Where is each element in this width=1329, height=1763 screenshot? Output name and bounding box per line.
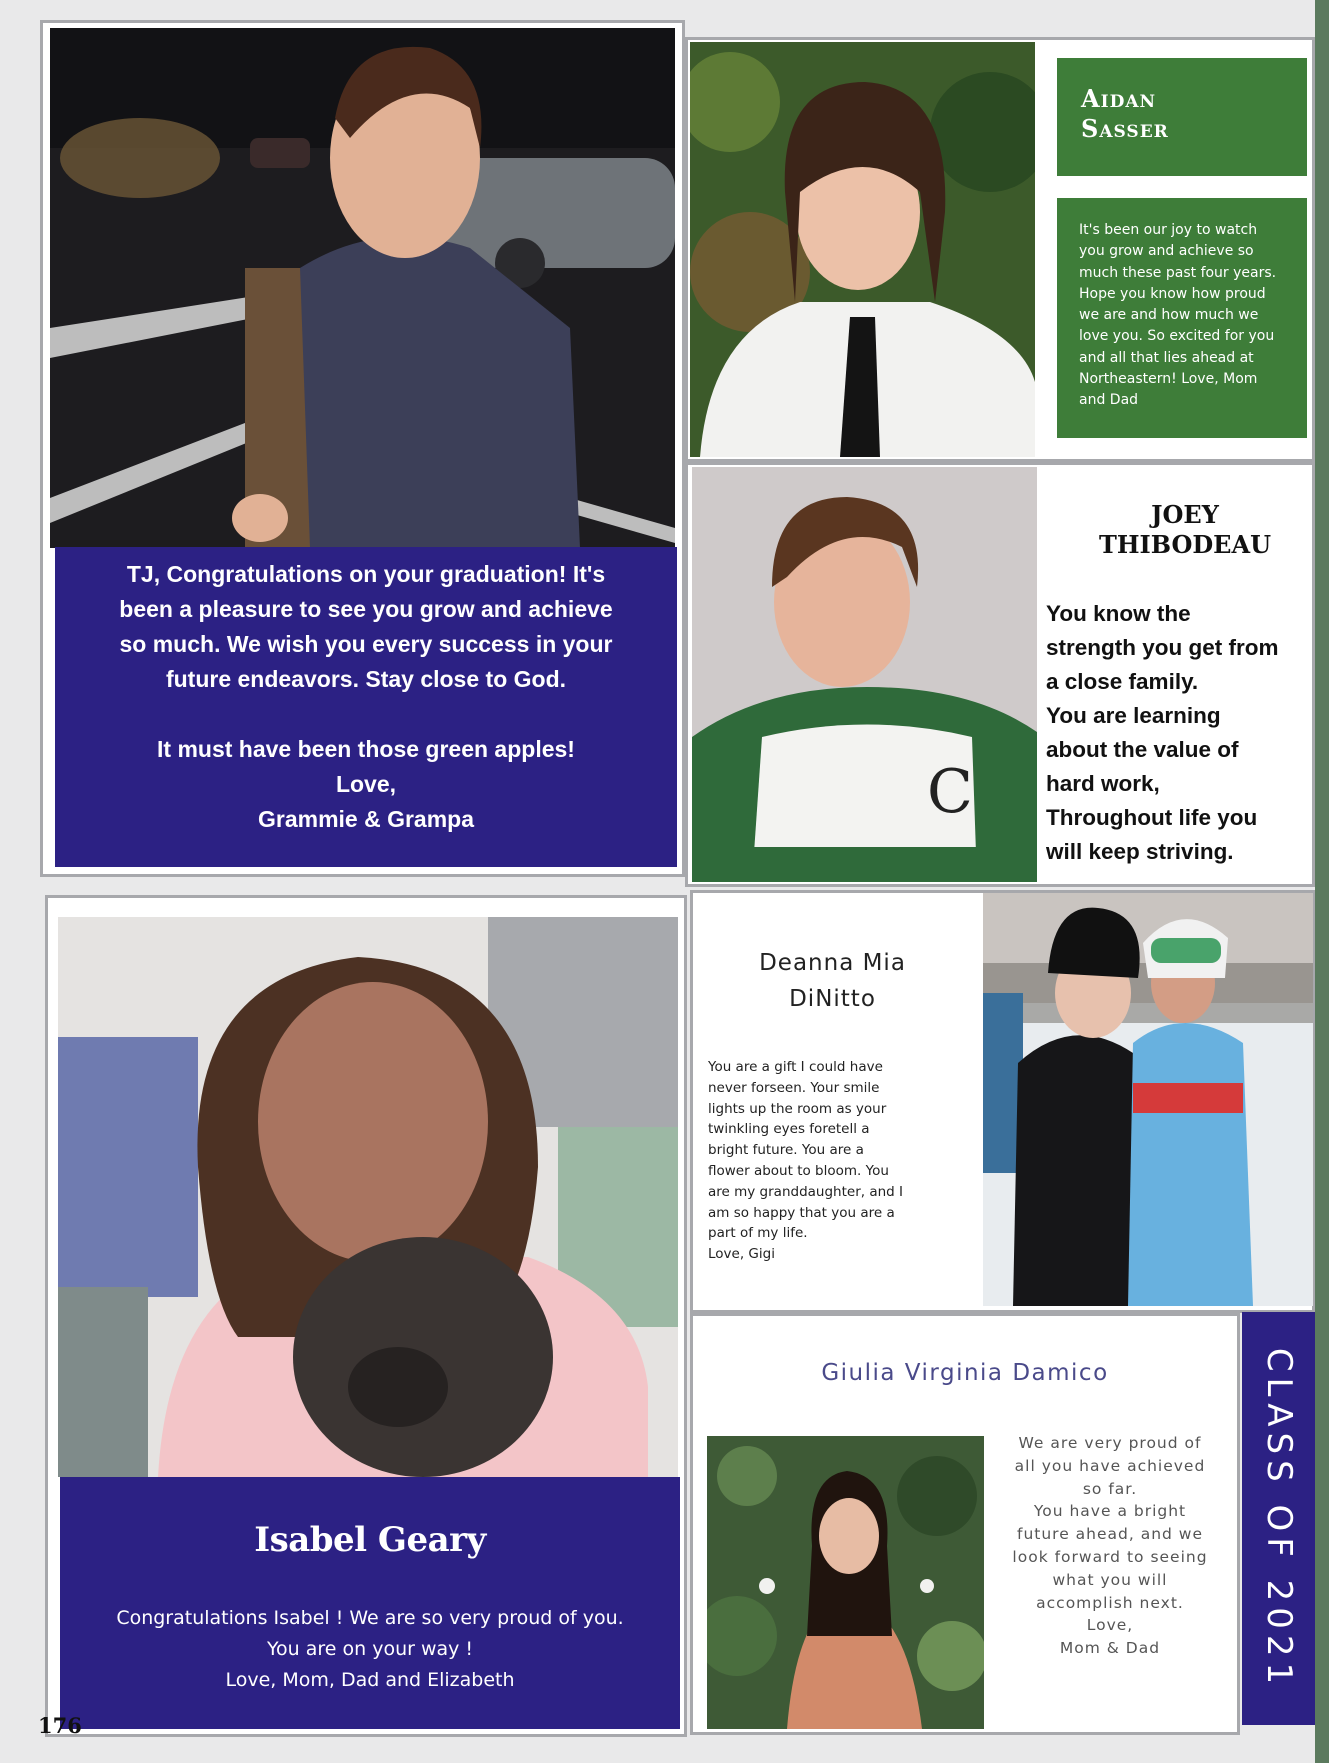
joey-name-line: JOEY xyxy=(1151,500,1219,529)
joey-name xyxy=(1045,500,1325,560)
isabel-message-line: Congratulations Isabel ! We are so very proud of you. xyxy=(116,1607,624,1629)
joey-message-line: hard work, xyxy=(1046,771,1160,796)
joey-message-line: a close family. xyxy=(1046,669,1199,694)
aidan-message-line: we are and how much we xyxy=(1079,307,1259,324)
deanna-message-line: Love, Gigi xyxy=(708,1246,775,1263)
isabel-message-line: Love, Mom, Dad and Elizabeth xyxy=(225,1669,515,1691)
giulia-photo xyxy=(707,1436,984,1729)
deanna-photo xyxy=(983,893,1313,1306)
isabel-message-panel xyxy=(60,1477,680,1729)
joey-message-line: You are learning xyxy=(1046,703,1221,728)
page-number: 176 xyxy=(38,1713,82,1738)
tj-photo xyxy=(50,28,675,548)
deanna-message xyxy=(708,1057,978,1265)
giulia-message-line: what you will xyxy=(1052,1570,1168,1589)
giulia-message-line: future ahead, and we xyxy=(1016,1525,1204,1544)
aidan-message-line: Hope you know how proud xyxy=(1079,285,1266,302)
aidan-name-panel xyxy=(1057,58,1307,176)
aidan-message-panel xyxy=(1057,198,1307,438)
giulia-message-line: We are very proud of xyxy=(1018,1434,1202,1452)
giulia-message xyxy=(990,1432,1230,1660)
aidan-message-line: much these past four years. xyxy=(1079,264,1277,281)
isabel-photo xyxy=(58,917,678,1477)
tj-message-line: TJ, Congratulations on your graduation! It's xyxy=(126,561,606,587)
tj-message-line: been a pleasure to see you grow and achieve xyxy=(119,596,613,622)
giulia-message-line: all you have achieved xyxy=(1014,1456,1206,1475)
class-banner-text: CLASS OF 2021 xyxy=(1258,1347,1299,1690)
giulia-message-line: You have a bright xyxy=(1033,1502,1187,1521)
aidan-message-line: Northeastern! Love, Mom xyxy=(1079,371,1258,388)
aidan-photo xyxy=(690,42,1035,457)
tj-message-line: future endeavors. Stay close to God. xyxy=(165,666,567,692)
deanna-message-line: flower about to bloom. You xyxy=(708,1162,889,1179)
deanna-name-line: DiNitto xyxy=(789,986,876,1012)
deanna-name xyxy=(700,945,965,1017)
joey-name-line: THIBODEAU xyxy=(1098,530,1272,559)
deanna-message-line: am so happy that you are a xyxy=(708,1204,895,1221)
tj-message-line: so much. We wish you every success in your xyxy=(119,631,613,657)
aidan-message-line: It's been our joy to watch xyxy=(1079,222,1258,238)
giulia-name: Giulia Virginia Damico xyxy=(821,1360,1109,1386)
deanna-message-line: twinkling eyes foretell a xyxy=(708,1121,870,1138)
giulia-message-line: so far. xyxy=(1082,1479,1138,1498)
isabel-name: Isabel Geary xyxy=(254,1520,486,1560)
deanna-message-line: part of my life. xyxy=(708,1225,808,1242)
tj-closing-line: Love, xyxy=(335,771,397,797)
giulia-message-line: Love, xyxy=(1086,1616,1134,1635)
deanna-message-line: are my granddaughter, and I xyxy=(708,1183,903,1200)
deanna-message-line: You are a gift I could have xyxy=(708,1059,883,1075)
isabel-message-line: You are on your way ! xyxy=(266,1638,474,1660)
tj-closing-line: Grammie & Grampa xyxy=(257,806,475,832)
aidan-message-line: and all that lies ahead at xyxy=(1079,349,1254,366)
deanna-name-line: Deanna Mia xyxy=(759,950,906,976)
joey-message-line: about the value of xyxy=(1046,737,1239,762)
deanna-message-line: bright future. You are a xyxy=(708,1142,864,1159)
joey-message-line: Throughout life you xyxy=(1046,805,1258,830)
joey-message-line: strength you get from xyxy=(1046,635,1279,660)
giulia-message-line: look forward to seeing xyxy=(1012,1547,1208,1566)
class-banner xyxy=(1242,1312,1315,1725)
jersey-letter: C xyxy=(927,757,973,827)
giulia-message-line: Mom & Dad xyxy=(1059,1639,1161,1658)
joey-message xyxy=(1046,597,1316,869)
giulia-message-line: accomplish next. xyxy=(1036,1593,1184,1612)
joey-message-line: You know the xyxy=(1046,601,1191,626)
deanna-message-line: lights up the room as your xyxy=(708,1100,887,1117)
aidan-name-line: Aidan xyxy=(1081,84,1157,113)
facing-page-edge xyxy=(1315,0,1329,1763)
aidan-message-line: you grow and achieve so xyxy=(1079,243,1254,260)
tj-closing-line: It must have been those green apples! xyxy=(157,736,575,762)
joey-message-line: will keep striving. xyxy=(1046,839,1234,864)
joey-photo xyxy=(692,467,1037,882)
aidan-message-line: and Dad xyxy=(1079,392,1139,409)
aidan-message-line: love you. So excited for you xyxy=(1079,328,1275,345)
tj-message-panel xyxy=(55,547,677,867)
deanna-message-line: never forseen. Your smile xyxy=(708,1079,880,1096)
aidan-name-line: Sasser xyxy=(1081,114,1169,143)
